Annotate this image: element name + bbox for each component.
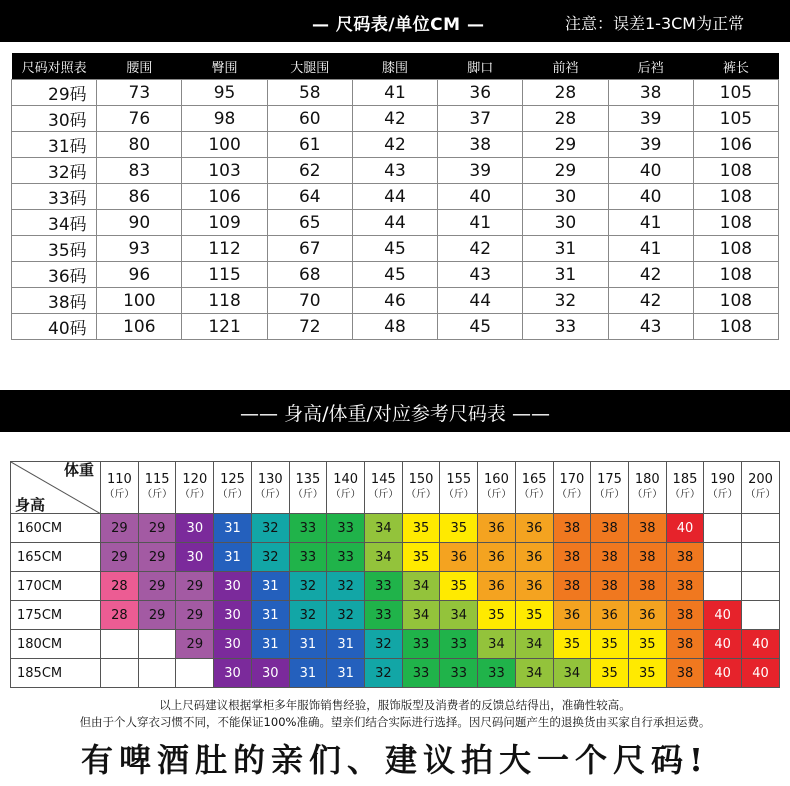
weight-header-cell: [628, 462, 666, 514]
weight-value: 135: [295, 472, 321, 487]
size-value-cell: 80: [97, 132, 182, 158]
size-value-cell: 42: [352, 106, 437, 132]
size-label-cell: 31码: [12, 132, 97, 158]
size-value-cell: 96: [97, 262, 182, 288]
size-cell: 40: [704, 630, 742, 659]
reference-row: [11, 514, 780, 543]
size-value-cell: 108: [693, 314, 778, 340]
weight-header-cell: [101, 462, 139, 514]
size-cell: 29: [138, 543, 176, 572]
size-value-cell: 62: [267, 158, 352, 184]
size-cell: 35: [628, 659, 666, 688]
size-cell: 34: [553, 659, 591, 688]
size-chart-header: [0, 0, 790, 42]
empty-cell: [704, 543, 742, 572]
size-value-cell: 67: [267, 236, 352, 262]
empty-cell: [742, 601, 780, 630]
size-value-cell: 43: [438, 262, 523, 288]
size-header-cell: 后裆: [608, 53, 693, 80]
size-cell: 34: [515, 630, 553, 659]
size-cell: 38: [553, 543, 591, 572]
weight-header-cell: [289, 462, 327, 514]
weight-value: 145: [370, 472, 396, 487]
size-cell: 34: [515, 659, 553, 688]
size-cell: 31: [289, 630, 327, 659]
size-value-cell: 121: [182, 314, 267, 340]
size-header-cell: 裤长: [693, 53, 778, 80]
size-cell: 35: [478, 601, 516, 630]
weight-value: 180: [634, 472, 660, 487]
size-cell: 34: [402, 572, 440, 601]
size-cell: 33: [402, 630, 440, 659]
size-cell: 40: [704, 659, 742, 688]
size-value-cell: 39: [608, 106, 693, 132]
note-line-2: 但由于个人穿衣习惯不同，不能保证100%准确。望亲们结合实际进行选择。因尺码问题产生的退换货由买家自行承担运费。: [79, 715, 711, 729]
size-value-cell: 44: [438, 288, 523, 314]
size-cell: 32: [327, 572, 365, 601]
empty-cell: [101, 659, 139, 688]
size-cell: 35: [440, 514, 478, 543]
size-cell: 33: [289, 543, 327, 572]
weight-unit: （斤）: [519, 489, 550, 500]
size-cell: 38: [666, 543, 704, 572]
weight-unit: （斤）: [406, 489, 437, 500]
size-header-cell: 臀围: [182, 53, 267, 80]
size-cell: 29: [176, 601, 214, 630]
size-value-cell: 103: [182, 158, 267, 184]
size-value-cell: 112: [182, 236, 267, 262]
size-cell: 32: [327, 601, 365, 630]
size-cell: 36: [478, 572, 516, 601]
size-header-cell: 大腿围: [267, 53, 352, 80]
size-cell: 36: [478, 514, 516, 543]
corner-cell: [11, 462, 101, 514]
size-cell: 35: [628, 630, 666, 659]
size-cell: 38: [666, 572, 704, 601]
size-cell: 38: [591, 543, 629, 572]
size-value-cell: 30: [523, 184, 608, 210]
size-cell: 38: [553, 514, 591, 543]
weight-unit: （斤）: [594, 489, 625, 500]
height-label-cell: 180CM: [11, 630, 101, 659]
size-cell: 38: [628, 514, 666, 543]
height-label-cell: 185CM: [11, 659, 101, 688]
size-value-cell: 42: [608, 262, 693, 288]
weight-header-cell: [666, 462, 704, 514]
size-cell: 32: [364, 659, 402, 688]
weight-value: 160: [484, 472, 509, 487]
weight-value: 120: [182, 472, 208, 487]
size-cell: 33: [327, 543, 365, 572]
reference-row: [11, 630, 780, 659]
size-value-cell: 98: [182, 106, 267, 132]
size-cell: 31: [251, 572, 289, 601]
size-cell: 38: [666, 630, 704, 659]
size-label-cell: 30码: [12, 106, 97, 132]
weight-value: 140: [333, 472, 359, 487]
size-cell: 29: [138, 514, 176, 543]
weight-unit: （斤）: [556, 489, 587, 500]
empty-cell: [138, 659, 176, 688]
empty-cell: [101, 630, 139, 659]
size-cell: 33: [402, 659, 440, 688]
size-cell: 36: [553, 601, 591, 630]
weight-header-cell: [214, 462, 252, 514]
weight-value: 155: [446, 472, 472, 487]
weight-unit: （斤）: [255, 489, 286, 500]
size-header-cell: 尺码对照表: [12, 53, 97, 80]
size-cell: 28: [101, 572, 139, 601]
size-cell: 38: [666, 601, 704, 630]
size-value-cell: 105: [693, 80, 778, 106]
size-value-cell: 106: [97, 314, 182, 340]
size-cell: 35: [553, 630, 591, 659]
size-cell: 28: [101, 601, 139, 630]
size-value-cell: 100: [97, 288, 182, 314]
size-cell: 29: [101, 543, 139, 572]
size-cell: 30: [176, 514, 214, 543]
size-cell: 29: [138, 601, 176, 630]
size-value-cell: 33: [523, 314, 608, 340]
size-cell: 36: [591, 601, 629, 630]
size-value-cell: 109: [182, 210, 267, 236]
size-cell: 35: [440, 572, 478, 601]
weight-unit: （斤）: [632, 489, 663, 500]
size-cell: 40: [666, 514, 704, 543]
empty-cell: [704, 572, 742, 601]
size-cell: 35: [402, 543, 440, 572]
size-cell: 33: [364, 601, 402, 630]
size-cell: 29: [138, 572, 176, 601]
size-label-cell: 35码: [12, 236, 97, 262]
weight-unit: （斤）: [179, 489, 210, 500]
weight-value: 125: [220, 472, 245, 487]
size-cell: 30: [214, 659, 252, 688]
size-cell: 38: [553, 572, 591, 601]
size-cell: 38: [591, 514, 629, 543]
size-value-cell: 46: [352, 288, 437, 314]
size-label-cell: 32码: [12, 158, 97, 184]
size-value-cell: 100: [182, 132, 267, 158]
size-value-cell: 95: [182, 80, 267, 106]
weight-header-cell: [591, 462, 629, 514]
size-value-cell: 105: [693, 106, 778, 132]
weight-header-cell: [440, 462, 478, 514]
size-cell: 32: [251, 514, 289, 543]
size-value-cell: 36: [438, 80, 523, 106]
size-value-cell: 61: [267, 132, 352, 158]
size-cell: 30: [176, 543, 214, 572]
size-row: [12, 262, 779, 288]
reference-row: [11, 543, 780, 572]
size-value-cell: 73: [97, 80, 182, 106]
size-cell: 40: [742, 659, 780, 688]
size-cell: 38: [628, 543, 666, 572]
size-cell: 38: [628, 572, 666, 601]
weight-value: 190: [710, 472, 736, 487]
size-value-cell: 30: [523, 210, 608, 236]
reference-row: [11, 601, 780, 630]
size-value-cell: 118: [182, 288, 267, 314]
size-value-cell: 106: [182, 184, 267, 210]
height-label-cell: 160CM: [11, 514, 101, 543]
weight-header-cell: [402, 462, 440, 514]
size-value-cell: 106: [693, 132, 778, 158]
size-value-cell: 108: [693, 262, 778, 288]
size-cell: 32: [364, 630, 402, 659]
size-cell: 33: [289, 514, 327, 543]
size-value-cell: 28: [523, 106, 608, 132]
size-value-cell: 44: [352, 184, 437, 210]
size-value-cell: 31: [523, 236, 608, 262]
size-cell: 36: [478, 543, 516, 572]
size-label-cell: 40码: [12, 314, 97, 340]
weight-header-cell: [176, 462, 214, 514]
size-value-cell: 58: [267, 80, 352, 106]
size-cell: 38: [666, 659, 704, 688]
size-cell: 33: [327, 514, 365, 543]
size-cell: 35: [591, 630, 629, 659]
size-value-cell: 108: [693, 288, 778, 314]
size-cell: 31: [289, 659, 327, 688]
size-value-cell: 31: [523, 262, 608, 288]
size-value-cell: 64: [267, 184, 352, 210]
size-row: [12, 80, 779, 106]
reference-row: [11, 572, 780, 601]
size-value-cell: 29: [523, 158, 608, 184]
size-cell: 29: [101, 514, 139, 543]
size-label-cell: 36码: [12, 262, 97, 288]
size-value-cell: 42: [608, 288, 693, 314]
height-label-cell: 170CM: [11, 572, 101, 601]
weight-header-cell: [704, 462, 742, 514]
size-cell: 31: [251, 601, 289, 630]
empty-cell: [176, 659, 214, 688]
size-header-cell: 膝围: [352, 53, 437, 80]
size-row: [12, 158, 779, 184]
size-label-cell: 38码: [12, 288, 97, 314]
empty-cell: [138, 630, 176, 659]
size-row: [12, 184, 779, 210]
size-value-cell: 43: [352, 158, 437, 184]
size-cell: 30: [251, 659, 289, 688]
size-value-cell: 76: [97, 106, 182, 132]
size-cell: 34: [364, 514, 402, 543]
size-cell: 31: [214, 514, 252, 543]
size-value-cell: 108: [693, 236, 778, 262]
size-value-cell: 48: [352, 314, 437, 340]
weight-value: 130: [257, 472, 283, 487]
empty-cell: [742, 543, 780, 572]
corner-weight-label: 体重: [64, 461, 95, 479]
size-value-cell: 43: [608, 314, 693, 340]
weight-unit: （斤）: [142, 489, 173, 500]
size-value-cell: 72: [267, 314, 352, 340]
weight-unit: （斤）: [292, 489, 323, 500]
size-value-cell: 42: [438, 236, 523, 262]
size-cell: 32: [289, 572, 327, 601]
size-cell: 31: [327, 630, 365, 659]
size-value-cell: 41: [352, 80, 437, 106]
empty-cell: [742, 572, 780, 601]
weight-unit: （斤）: [217, 489, 248, 500]
size-value-cell: 108: [693, 184, 778, 210]
weight-header-cell: [138, 462, 176, 514]
size-cell: 40: [742, 630, 780, 659]
weight-unit: （斤）: [481, 489, 512, 500]
weight-unit: （斤）: [745, 489, 776, 500]
size-value-cell: 115: [182, 262, 267, 288]
weight-header-cell: [515, 462, 553, 514]
size-chart-note: 注意：误差1-3CM为正常: [565, 14, 745, 33]
size-value-cell: 28: [523, 80, 608, 106]
size-value-cell: 40: [608, 184, 693, 210]
size-header-cell: 脚口: [438, 53, 523, 80]
size-chart-title: — 尺码表/单位CM —: [312, 15, 485, 35]
size-cell: 30: [214, 601, 252, 630]
empty-cell: [704, 514, 742, 543]
size-value-cell: 39: [608, 132, 693, 158]
size-value-cell: 45: [438, 314, 523, 340]
weight-value: 200: [748, 472, 773, 487]
reference-row: [11, 659, 780, 688]
weight-value: 185: [672, 472, 698, 487]
size-row: [12, 210, 779, 236]
note-line-1: 以上尺码建议根据掌柜多年服饰销售经验，服饰版型及消费者的反馈总结得出，准确性较高。: [159, 698, 631, 712]
size-cell: 36: [440, 543, 478, 572]
empty-cell: [742, 514, 780, 543]
size-value-cell: 93: [97, 236, 182, 262]
size-cell: 30: [214, 572, 252, 601]
size-label-cell: 33码: [12, 184, 97, 210]
size-cell: 34: [402, 601, 440, 630]
reference-header: [0, 390, 790, 432]
weight-value: 170: [559, 472, 585, 487]
weight-unit: （斤）: [443, 489, 474, 500]
size-cell: 33: [440, 630, 478, 659]
size-cell: 40: [704, 601, 742, 630]
corner-height-label: 身高: [15, 496, 46, 514]
size-cell: 36: [515, 572, 553, 601]
weight-unit: （斤）: [104, 489, 135, 500]
size-cell: 33: [440, 659, 478, 688]
size-value-cell: 38: [438, 132, 523, 158]
size-value-cell: 65: [267, 210, 352, 236]
weight-value: 150: [408, 472, 434, 487]
size-value-cell: 45: [352, 262, 437, 288]
size-value-cell: 90: [97, 210, 182, 236]
size-cell: 36: [515, 514, 553, 543]
size-cell: 34: [364, 543, 402, 572]
size-value-cell: 38: [608, 80, 693, 106]
size-value-cell: 108: [693, 210, 778, 236]
size-value-cell: 60: [267, 106, 352, 132]
size-value-cell: 44: [352, 210, 437, 236]
size-cell: 34: [478, 630, 516, 659]
size-cell: 32: [289, 601, 327, 630]
size-cell: 29: [176, 630, 214, 659]
size-value-cell: 83: [97, 158, 182, 184]
size-cell: 34: [440, 601, 478, 630]
size-cell: 36: [628, 601, 666, 630]
reference-table: [10, 461, 780, 688]
size-cell: 35: [515, 601, 553, 630]
size-label-cell: 34码: [12, 210, 97, 236]
size-value-cell: 37: [438, 106, 523, 132]
size-cell: 31: [214, 543, 252, 572]
weight-value: 110: [107, 472, 132, 487]
size-cell: 38: [591, 572, 629, 601]
weight-header-cell: [742, 462, 780, 514]
weight-unit: （斤）: [707, 489, 738, 500]
size-cell: 30: [214, 630, 252, 659]
size-value-cell: 42: [352, 132, 437, 158]
weight-unit: （斤）: [368, 489, 399, 500]
size-value-cell: 86: [97, 184, 182, 210]
size-value-cell: 41: [608, 236, 693, 262]
size-value-cell: 41: [608, 210, 693, 236]
size-cell: 36: [515, 543, 553, 572]
size-value-cell: 39: [438, 158, 523, 184]
size-value-cell: 70: [267, 288, 352, 314]
slogan: 有啤酒肚的亲们、建议拍大一个尺码!: [80, 741, 710, 779]
size-row: [12, 132, 779, 158]
height-label-cell: 165CM: [11, 543, 101, 572]
size-header-cell: 前裆: [523, 53, 608, 80]
weight-header-cell: [364, 462, 402, 514]
weight-header-cell: [251, 462, 289, 514]
size-row: [12, 106, 779, 132]
size-value-cell: 40: [608, 158, 693, 184]
size-cell: 29: [176, 572, 214, 601]
weight-value: 165: [521, 472, 547, 487]
weight-value: 175: [597, 472, 622, 487]
size-cell: 33: [364, 572, 402, 601]
weight-header-cell: [478, 462, 516, 514]
size-value-cell: 29: [523, 132, 608, 158]
size-cell: 35: [591, 659, 629, 688]
weight-value: 115: [144, 472, 170, 487]
size-value-cell: 41: [438, 210, 523, 236]
size-header-cell: 腰围: [97, 53, 182, 80]
size-row: [12, 236, 779, 262]
size-cell: 32: [251, 543, 289, 572]
reference-title: —— 身高/体重/对应参考尺码表 ——: [240, 403, 550, 425]
size-table: [11, 53, 779, 340]
size-cell: 31: [251, 630, 289, 659]
size-value-cell: 108: [693, 158, 778, 184]
weight-header-cell: [327, 462, 365, 514]
size-value-cell: 45: [352, 236, 437, 262]
size-value-cell: 32: [523, 288, 608, 314]
size-value-cell: 40: [438, 184, 523, 210]
weight-unit: （斤）: [669, 489, 700, 500]
height-label-cell: 175CM: [11, 601, 101, 630]
size-row: [12, 288, 779, 314]
size-label-cell: 29码: [12, 80, 97, 106]
size-value-cell: 68: [267, 262, 352, 288]
weight-unit: （斤）: [330, 489, 361, 500]
size-cell: 31: [327, 659, 365, 688]
size-row: [12, 314, 779, 340]
size-cell: 33: [478, 659, 516, 688]
weight-header-cell: [553, 462, 591, 514]
size-cell: 35: [402, 514, 440, 543]
